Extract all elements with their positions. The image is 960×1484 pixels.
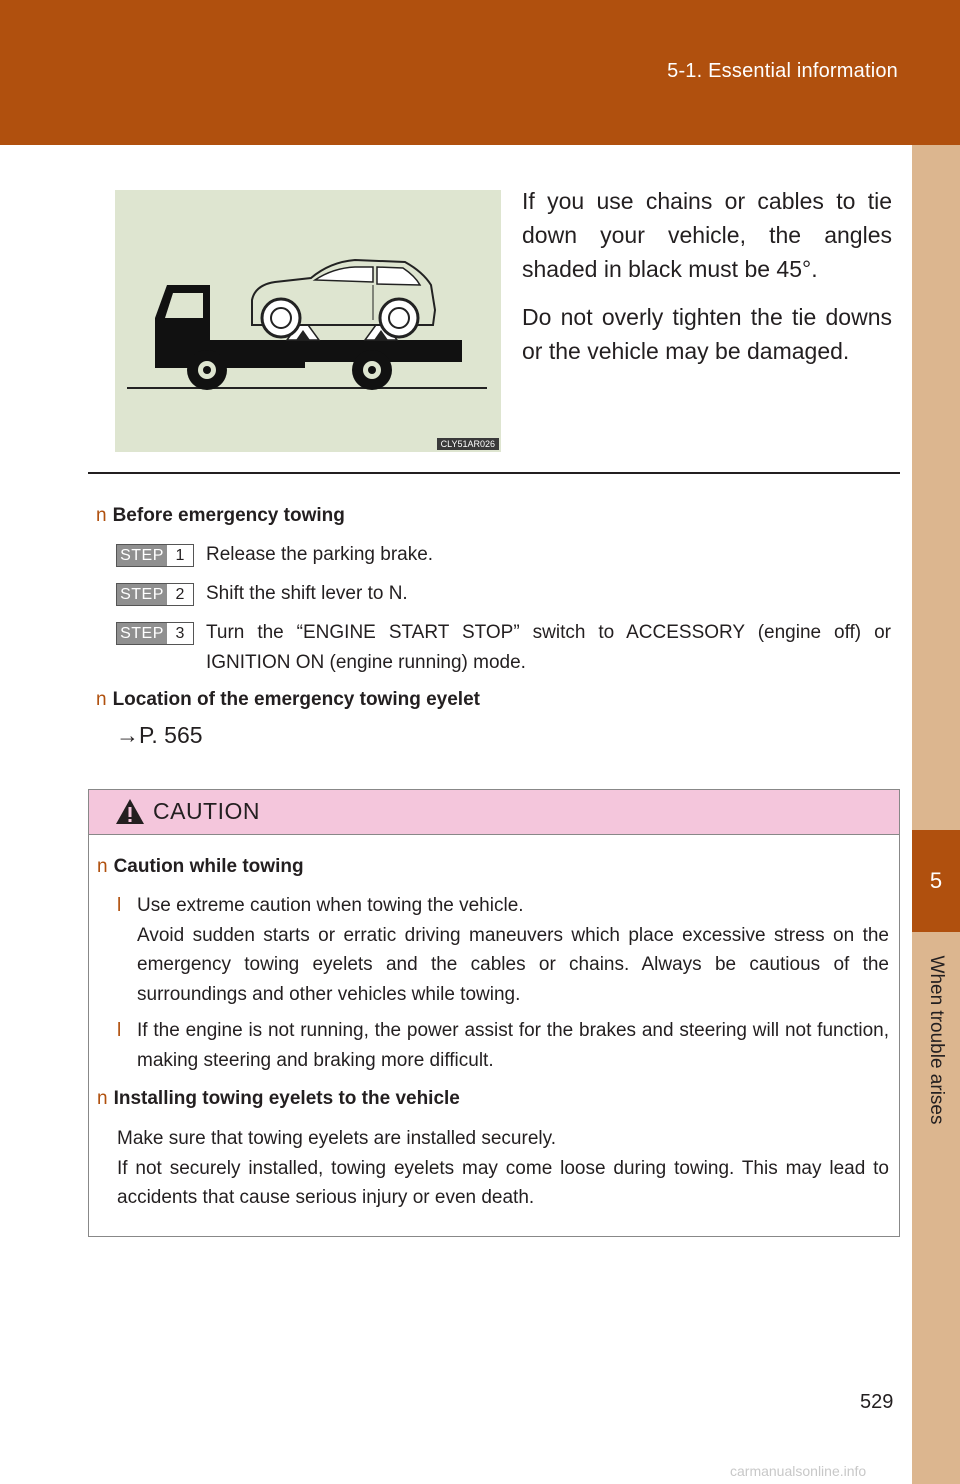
caution-towing-heading [97,856,304,878]
step-badge [116,544,194,567]
step-2 [116,579,891,609]
caution-item-line: Use extreme caution when towing the vehicle. [137,895,524,916]
towing-illustration [115,190,501,452]
caution-item-text: If the engine is not running, the power assist for the brakes and steering will not function, making steering and braking more difficult. [137,1020,889,1071]
eyelet-location-heading-text: Location of the emergency towing eyelet [112,689,480,710]
step-word: STEP [117,584,167,605]
caution-item-detail: Avoid sudden starts or erratic driving maneuvers which place excessive stress on the emergency towing eyelets and the cables or chains. Always be cautious of the surroundings and other vehicles while towing. [137,924,889,1005]
chapter-number-box: 5 [912,830,960,932]
tow-truck-with-car-drawing [115,190,501,452]
caution-eyelets-heading-text: Installing towing eyelets to the vehicle [113,1088,460,1109]
step-text: Shift the shift lever to N. [206,583,408,604]
before-towing-heading [96,505,345,527]
caution-para-detail: If not securely installed, towing eyelets may come loose during towing. This may lead to accidents that cause serious injury or even death. [117,1157,889,1208]
caution-eyelets-heading [97,1088,460,1110]
chapter-label: When trouble arises [926,955,947,1125]
caution-item-engine [117,1016,889,1075]
intro-paragraph-angles: If you use chains or cables to tie down your vehicle, the angles shaded in black must be 45°. [522,188,892,282]
step-3 [116,618,891,678]
section-divider [88,472,900,474]
step-word: STEP [117,545,167,566]
step-number: 2 [175,586,185,603]
caution-header [89,790,899,835]
page-number: 529 [860,1391,894,1413]
list-bullet: l [117,1020,122,1041]
intro-paragraph-tighten: Do not overly tighten the tie downs or the vehicle may be damaged. [522,304,892,364]
page-header [0,0,960,145]
intro-text [522,184,892,382]
caution-para-line: Make sure that towing eyelets are installed securely. [117,1128,556,1149]
bullet-marker: n [97,856,108,877]
step-word: STEP [117,623,167,644]
caution-towing-heading-text: Caution while towing [113,856,304,877]
caution-box [88,789,900,1237]
page-reference-link[interactable]: →P. 565 [116,722,203,748]
chapter-side-tab [912,145,960,1484]
step-number: 3 [175,625,185,642]
bullet-marker: n [96,505,107,526]
bullet-marker: n [97,1088,108,1109]
step-badge [116,622,194,645]
step-text: Turn the “ENGINE START STOP” switch to ACCESSORY (engine off) or IGNITION ON (engine running) mode. [206,622,891,673]
warning-triangle-icon [115,798,145,825]
list-bullet: l [117,895,122,916]
caution-item-extreme [117,891,889,1009]
step-text: Release the parking brake. [206,544,434,565]
before-towing-heading-text: Before emergency towing [112,505,345,526]
caution-title: CAUTION [153,798,260,824]
step-badge [116,583,194,606]
bullet-marker: n [96,689,107,710]
caution-eyelets-paragraph [117,1124,889,1213]
section-title: 5-1. Essential information [667,60,898,82]
eyelet-location-heading [96,689,480,711]
step-1 [116,540,891,570]
watermark: carmanualsonline.info [730,1463,867,1479]
step-number: 1 [175,547,185,564]
figure-code: CLY51AR026 [437,438,499,450]
